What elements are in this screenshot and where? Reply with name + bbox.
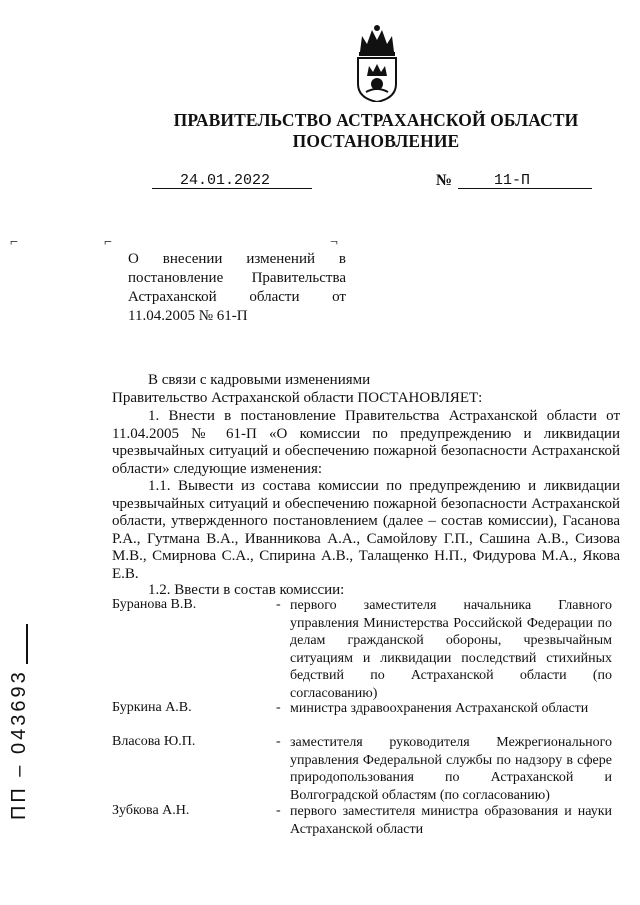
government-title: ПРАВИТЕЛЬСТВО АСТРАХАНСКОЙ ОБЛАСТИ	[173, 110, 579, 130]
document-type: ПОСТАНОВЛЕНИЕ	[292, 131, 460, 151]
member-role: первого заместителя министра образования и науки Астраханской области	[290, 804, 612, 837]
member-role: первого заместителя начальника Главного управления Министерства Российской Федерации по делам гражданской обороны, чрезвычайным ситуациям и ликвидации последствий стихийных бедствий по Астраханской области (по согласованию)	[290, 598, 612, 701]
member-role: министра здравоохранения Астраханской области	[290, 701, 589, 716]
document-subject: О внесении изменений в постановление Правительства Астраханской области от 11.04.2005 № 61-П	[128, 251, 346, 324]
intro-line-1: В связи с кадровыми изменениями	[148, 372, 371, 388]
member-name: Буранова В.В.	[112, 597, 197, 612]
item-1-2: 1.2. Ввести в состав комиссии:	[148, 582, 345, 598]
coat-of-arms-icon	[352, 22, 402, 102]
intro-line-2: Правительство Астраханской области ПОСТАНОВЛЯЕТ:	[112, 390, 483, 406]
member-name: Буркина А.В.	[112, 700, 192, 715]
margin-bar	[26, 624, 28, 664]
document-date: 24.01.2022	[180, 172, 271, 189]
corner-mark-right: ¬	[330, 235, 338, 250]
item-1: 1. Внести в постановление Правительства Астраханской области от 11.04.2005 № 61-П «О комиссии по предупреждению и ликвидации чрезвычайных ситуаций и обеспечению пожарной безопасности Астраханской области» следующие изменения:	[112, 408, 620, 477]
number-sign: №	[436, 172, 453, 189]
member-dash: -	[276, 734, 281, 749]
form-serial-number: ПП – 043693	[8, 669, 30, 820]
corner-mark-left: ⌐	[10, 235, 18, 250]
member-role: заместителя руководителя Межрегионального управления Федеральной службы по надзору в сфере природопользования по Астраханской и Волгоградской областям (по согласованию)	[290, 735, 612, 803]
member-dash: -	[276, 803, 281, 818]
corner-mark-mid: ⌐	[104, 235, 112, 250]
member-dash: -	[276, 700, 281, 715]
member-dash: -	[276, 597, 281, 612]
number-underline	[458, 188, 592, 189]
member-name: Власова Ю.П.	[112, 734, 196, 749]
document-number: 11-П	[494, 172, 531, 189]
item-1-1: 1.1. Вывести из состава комиссии по предупреждению и ликвидации чрезвычайных ситуаций и обеспечению пожарной безопасности Астраханской области, утвержденного постановлением (далее – состав комиссии), Гасанова Р.А., Гутмана В.А., Иванникова А.А., Самойлову Г.П., Сашина А.В., Сизова М.В., Смирнова С.А., Спирина А.В., Талащенко Н.П., Фидурова М.А., Якова Е.В.	[112, 478, 620, 582]
member-name: Зубкова А.Н.	[112, 803, 190, 818]
date-underline	[152, 188, 312, 189]
